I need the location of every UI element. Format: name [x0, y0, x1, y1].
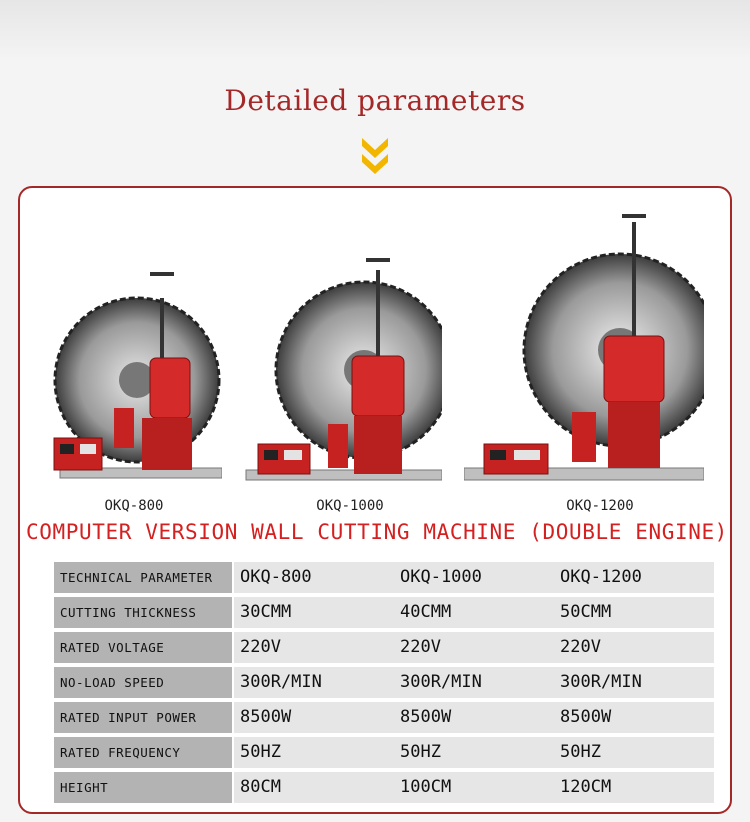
row-values: [234, 562, 714, 593]
table-row: [54, 630, 714, 665]
table-cell: 8500W: [560, 707, 612, 727]
table-row: [54, 595, 714, 630]
table-cell: 50HZ: [400, 742, 441, 762]
row-label: CUTTING THICKNESS: [54, 597, 232, 628]
top-banner: [0, 0, 750, 60]
model-label-okq-1000: OKQ-1000: [316, 498, 384, 514]
table-cell: 300R/MIN: [240, 672, 322, 692]
table-cell: OKQ-1200: [560, 567, 642, 587]
table-cell: 50HZ: [240, 742, 281, 762]
table-cell: 8500W: [240, 707, 292, 727]
parameters-table: [54, 560, 714, 805]
table-cell: 50CMM: [560, 602, 612, 622]
section-heading: Detailed parameters: [224, 84, 526, 117]
table-cell: 220V: [240, 637, 281, 657]
table-cell: 220V: [400, 637, 441, 657]
table-cell: OKQ-1000: [400, 567, 482, 587]
model-label-okq-800: OKQ-800: [104, 498, 164, 514]
machine-image-okq-800: [42, 268, 222, 488]
table-cell: 100CM: [400, 777, 452, 797]
table-row: [54, 665, 714, 700]
table-cell: OKQ-800: [240, 567, 312, 587]
row-label: RATED INPUT POWER: [54, 702, 232, 733]
double-chevron-down-icon: [360, 134, 390, 178]
row-values: [234, 667, 714, 698]
row-values: [234, 772, 714, 803]
row-label: RATED FREQUENCY: [54, 737, 232, 768]
row-label: HEIGHT: [54, 772, 232, 803]
table-cell: 300R/MIN: [560, 672, 642, 692]
table-cell: 220V: [560, 637, 601, 657]
product-card: [18, 186, 732, 814]
machine-image-okq-1200: [464, 212, 704, 488]
row-values: [234, 702, 714, 733]
table-cell: 40CMM: [400, 602, 452, 622]
table-cell: 300R/MIN: [400, 672, 482, 692]
row-label: RATED VOLTAGE: [54, 632, 232, 663]
row-label: TECHNICAL PARAMETER: [54, 562, 232, 593]
table-cell: 30CMM: [240, 602, 292, 622]
table-row: [54, 770, 714, 805]
row-label: NO-LOAD SPEED: [54, 667, 232, 698]
table-cell: 8500W: [400, 707, 452, 727]
table-row: [54, 735, 714, 770]
table-row: [54, 560, 714, 595]
row-values: [234, 597, 714, 628]
row-values: [234, 632, 714, 663]
product-subtitle: COMPUTER VERSION WALL CUTTING MACHINE (DOUBLE ENGINE): [26, 520, 728, 544]
table-cell: 80CM: [240, 777, 281, 797]
table-cell: 120CM: [560, 777, 612, 797]
model-label-okq-1200: OKQ-1200: [566, 498, 634, 514]
table-cell: 50HZ: [560, 742, 601, 762]
row-values: [234, 737, 714, 768]
table-row: [54, 700, 714, 735]
machine-image-okq-1000: [242, 256, 442, 488]
